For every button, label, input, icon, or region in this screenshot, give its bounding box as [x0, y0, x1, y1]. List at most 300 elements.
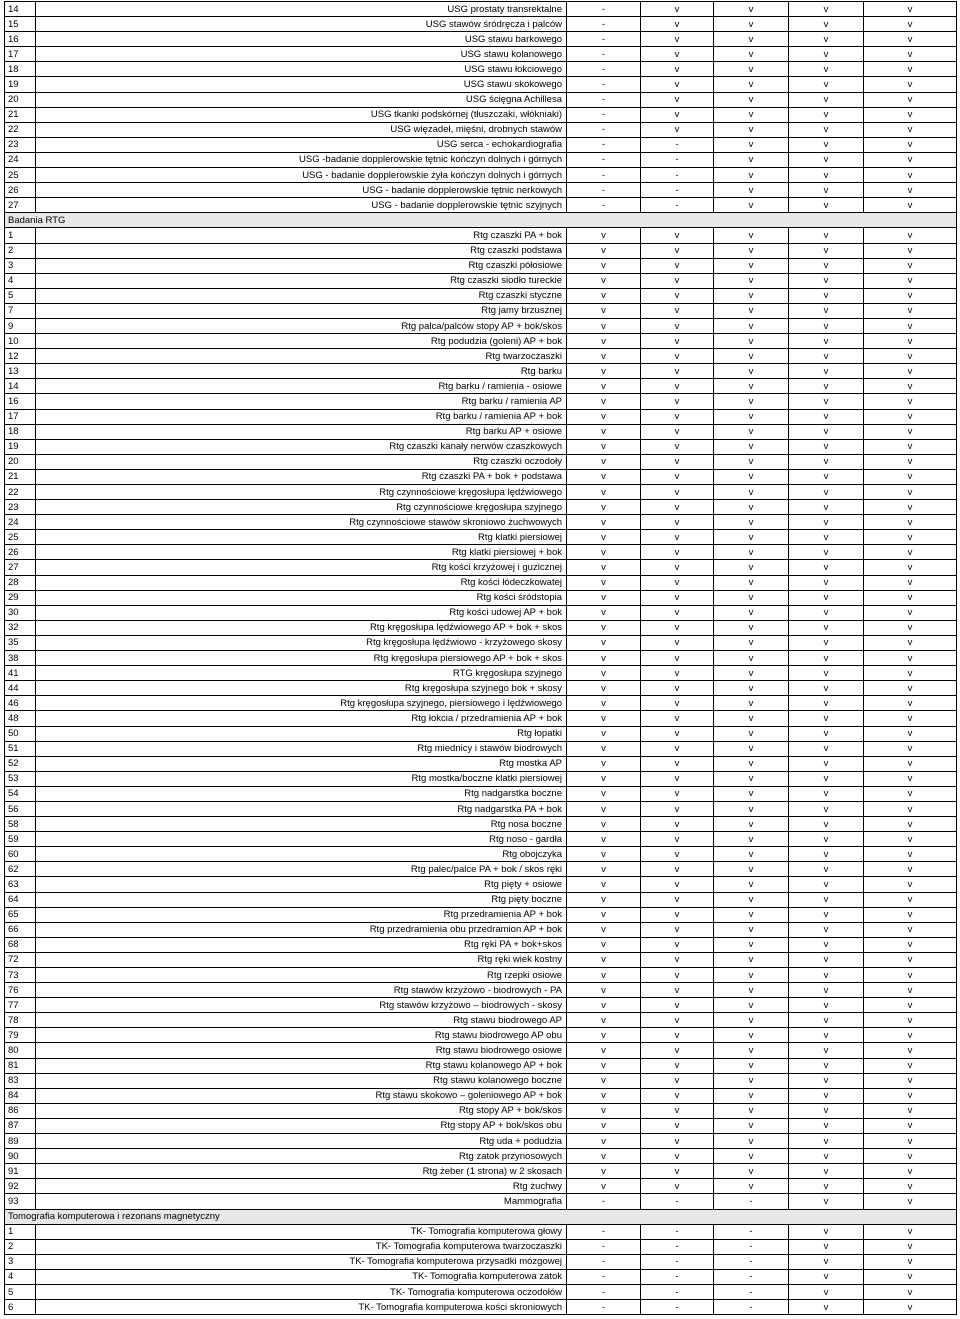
- availability-cell: v: [714, 681, 789, 696]
- availability-cell: v: [641, 1058, 714, 1073]
- availability-cell: v: [714, 892, 789, 907]
- availability-cell: v: [789, 968, 864, 983]
- availability-cell: v: [641, 1164, 714, 1179]
- availability-cell: v: [864, 364, 957, 379]
- availability-cell: v: [789, 771, 864, 786]
- table-row: [5, 771, 957, 786]
- procedure-name: USG -badanie dopplerowskie tętnic kończyn dolnych i górnych: [36, 152, 567, 167]
- row-number: 58: [5, 817, 36, 832]
- procedure-name: Rtg żuchwy: [36, 1179, 567, 1194]
- availability-cell: v: [714, 454, 789, 469]
- availability-cell: v: [714, 469, 789, 484]
- availability-cell: v: [714, 560, 789, 575]
- availability-cell: v: [567, 469, 641, 484]
- table-row: [5, 1254, 957, 1269]
- availability-cell: v: [567, 1164, 641, 1179]
- table-row: [5, 907, 957, 922]
- row-number: 62: [5, 862, 36, 877]
- procedure-name: USG stawu barkowego: [36, 32, 567, 47]
- table-row: [5, 620, 957, 635]
- availability-cell: v: [864, 1179, 957, 1194]
- row-number: 65: [5, 907, 36, 922]
- table-row: [5, 228, 957, 243]
- procedure-name: Rtg podudzia (goleni) AP + bok: [36, 334, 567, 349]
- availability-cell: -: [641, 137, 714, 152]
- table-row: [5, 1269, 957, 1284]
- availability-cell: v: [567, 575, 641, 590]
- procedure-name: Rtg czynnościowe kręgosłupa lędźwiowego: [36, 485, 567, 500]
- availability-cell: v: [641, 756, 714, 771]
- availability-cell: v: [864, 1013, 957, 1028]
- row-number: 89: [5, 1134, 36, 1149]
- row-number: 2: [5, 1239, 36, 1254]
- table-row: [5, 726, 957, 741]
- availability-cell: v: [641, 877, 714, 892]
- availability-cell: v: [789, 907, 864, 922]
- row-number: 84: [5, 1088, 36, 1103]
- availability-cell: v: [714, 786, 789, 801]
- availability-cell: v: [567, 1043, 641, 1058]
- availability-cell: v: [789, 832, 864, 847]
- availability-cell: v: [864, 303, 957, 318]
- availability-cell: v: [641, 666, 714, 681]
- row-number: 25: [5, 168, 36, 183]
- procedure-name: Mammografia: [36, 1194, 567, 1209]
- availability-cell: v: [641, 107, 714, 122]
- table-row: [5, 1028, 957, 1043]
- row-number: 23: [5, 137, 36, 152]
- availability-cell: -: [567, 107, 641, 122]
- row-number: 53: [5, 771, 36, 786]
- availability-cell: v: [714, 1164, 789, 1179]
- procedure-name: USG stawu łokciowego: [36, 62, 567, 77]
- availability-cell: v: [789, 183, 864, 198]
- section-title: Tomografia komputerowa i rezonans magnetyczny: [5, 1209, 957, 1224]
- availability-cell: v: [789, 318, 864, 333]
- procedure-name: USG więzadeł, mięśni, drobnych stawów: [36, 122, 567, 137]
- availability-cell: v: [789, 1118, 864, 1133]
- availability-cell: v: [567, 515, 641, 530]
- availability-cell: v: [864, 1224, 957, 1239]
- availability-cell: v: [641, 1103, 714, 1118]
- procedure-name: Rtg nosa boczne: [36, 817, 567, 832]
- row-number: 66: [5, 922, 36, 937]
- table-row: [5, 605, 957, 620]
- availability-cell: v: [789, 877, 864, 892]
- availability-cell: v: [714, 575, 789, 590]
- table-row: [5, 877, 957, 892]
- row-number: 77: [5, 998, 36, 1013]
- availability-cell: v: [641, 651, 714, 666]
- availability-cell: v: [789, 168, 864, 183]
- availability-cell: v: [789, 922, 864, 937]
- availability-cell: -: [641, 152, 714, 167]
- availability-cell: v: [567, 560, 641, 575]
- availability-cell: v: [789, 409, 864, 424]
- availability-cell: v: [789, 786, 864, 801]
- table-row: [5, 832, 957, 847]
- availability-cell: v: [567, 741, 641, 756]
- table-row: [5, 1194, 957, 1209]
- availability-cell: -: [641, 183, 714, 198]
- availability-cell: -: [567, 137, 641, 152]
- availability-cell: v: [789, 983, 864, 998]
- availability-cell: v: [714, 228, 789, 243]
- availability-cell: -: [714, 1224, 789, 1239]
- availability-cell: v: [864, 605, 957, 620]
- row-number: 1: [5, 1224, 36, 1239]
- availability-cell: v: [864, 394, 957, 409]
- procedure-name: TK- Tomografia komputerowa oczodołów: [36, 1284, 567, 1299]
- availability-cell: v: [789, 605, 864, 620]
- availability-cell: v: [641, 364, 714, 379]
- row-number: 81: [5, 1058, 36, 1073]
- row-number: 83: [5, 1073, 36, 1088]
- table-row: [5, 1179, 957, 1194]
- availability-cell: v: [864, 2, 957, 17]
- table-row: [5, 47, 957, 62]
- availability-cell: v: [714, 1028, 789, 1043]
- availability-cell: v: [641, 801, 714, 816]
- table-row: [5, 1088, 957, 1103]
- availability-cell: v: [641, 711, 714, 726]
- availability-cell: -: [567, 17, 641, 32]
- availability-cell: v: [641, 726, 714, 741]
- availability-cell: v: [864, 681, 957, 696]
- table-row: [5, 1149, 957, 1164]
- availability-cell: v: [567, 651, 641, 666]
- availability-cell: v: [789, 394, 864, 409]
- row-number: 5: [5, 1284, 36, 1299]
- row-number: 93: [5, 1194, 36, 1209]
- availability-cell: v: [864, 515, 957, 530]
- procedure-name: Rtg czaszki styczne: [36, 288, 567, 303]
- table-row: [5, 968, 957, 983]
- row-number: 17: [5, 47, 36, 62]
- availability-cell: v: [641, 817, 714, 832]
- availability-cell: v: [714, 183, 789, 198]
- row-number: 25: [5, 530, 36, 545]
- availability-cell: v: [714, 62, 789, 77]
- availability-cell: -: [641, 1239, 714, 1254]
- availability-cell: v: [789, 137, 864, 152]
- row-number: 10: [5, 334, 36, 349]
- availability-cell: v: [641, 575, 714, 590]
- availability-cell: v: [567, 1028, 641, 1043]
- availability-cell: v: [789, 500, 864, 515]
- availability-cell: v: [567, 786, 641, 801]
- availability-cell: v: [789, 228, 864, 243]
- row-number: 14: [5, 2, 36, 17]
- availability-cell: v: [864, 228, 957, 243]
- availability-cell: v: [789, 17, 864, 32]
- row-number: 50: [5, 726, 36, 741]
- availability-cell: v: [641, 681, 714, 696]
- availability-cell: v: [567, 394, 641, 409]
- availability-cell: v: [641, 590, 714, 605]
- table-row: [5, 454, 957, 469]
- procedure-name: Rtg czaszki półosiowe: [36, 258, 567, 273]
- availability-cell: v: [641, 1179, 714, 1194]
- availability-cell: v: [789, 711, 864, 726]
- availability-cell: v: [789, 741, 864, 756]
- table-row: [5, 2, 957, 17]
- availability-cell: v: [864, 560, 957, 575]
- table-row: [5, 801, 957, 816]
- availability-cell: v: [864, 711, 957, 726]
- availability-cell: v: [864, 937, 957, 952]
- procedure-name: Rtg stawu biodrowego osiowe: [36, 1043, 567, 1058]
- availability-cell: v: [567, 681, 641, 696]
- availability-cell: v: [864, 741, 957, 756]
- row-number: 22: [5, 122, 36, 137]
- availability-cell: v: [641, 485, 714, 500]
- availability-cell: -: [567, 32, 641, 47]
- table-row: [5, 183, 957, 198]
- availability-cell: v: [714, 379, 789, 394]
- availability-cell: v: [641, 500, 714, 515]
- availability-cell: v: [567, 258, 641, 273]
- availability-cell: v: [864, 168, 957, 183]
- procedure-name: Rtg przedramienia AP + bok: [36, 907, 567, 922]
- availability-cell: v: [567, 424, 641, 439]
- availability-cell: v: [789, 485, 864, 500]
- availability-cell: v: [714, 545, 789, 560]
- availability-cell: v: [864, 786, 957, 801]
- availability-cell: v: [789, 439, 864, 454]
- procedure-name: Rtg łokcia / przedramienia AP + bok: [36, 711, 567, 726]
- availability-cell: v: [789, 349, 864, 364]
- procedure-name: Rtg obojczyka: [36, 847, 567, 862]
- row-number: 1: [5, 228, 36, 243]
- availability-cell: -: [641, 1194, 714, 1209]
- row-number: 59: [5, 832, 36, 847]
- availability-cell: v: [567, 666, 641, 681]
- section-title: Badania RTG: [5, 213, 957, 228]
- availability-cell: v: [641, 1118, 714, 1133]
- availability-cell: v: [641, 605, 714, 620]
- availability-cell: v: [714, 1103, 789, 1118]
- availability-cell: v: [567, 485, 641, 500]
- table-row: [5, 817, 957, 832]
- availability-cell: v: [864, 1149, 957, 1164]
- availability-cell: v: [567, 243, 641, 258]
- availability-cell: v: [714, 334, 789, 349]
- availability-cell: v: [567, 847, 641, 862]
- availability-cell: v: [864, 952, 957, 967]
- availability-cell: v: [714, 1118, 789, 1133]
- availability-cell: v: [567, 364, 641, 379]
- availability-cell: v: [641, 454, 714, 469]
- row-number: 28: [5, 575, 36, 590]
- table-row: [5, 666, 957, 681]
- procedure-name: TK- Tomografia komputerowa twarzoczaszki: [36, 1239, 567, 1254]
- procedure-name: Rtg klatki piersiowej: [36, 530, 567, 545]
- table-row: [5, 590, 957, 605]
- table-row: [5, 1284, 957, 1299]
- availability-cell: v: [641, 92, 714, 107]
- availability-cell: v: [641, 1073, 714, 1088]
- procedure-name: Rtg kości krzyżowej i guzicznej: [36, 560, 567, 575]
- row-number: 7: [5, 303, 36, 318]
- availability-cell: v: [567, 1103, 641, 1118]
- availability-cell: v: [789, 47, 864, 62]
- availability-cell: v: [864, 62, 957, 77]
- availability-cell: v: [567, 983, 641, 998]
- availability-cell: -: [641, 168, 714, 183]
- row-number: 20: [5, 454, 36, 469]
- availability-cell: v: [789, 92, 864, 107]
- procedure-name: Rtg stawów krzyżowo - biodrowych - PA: [36, 983, 567, 998]
- availability-cell: -: [567, 2, 641, 17]
- availability-cell: v: [714, 696, 789, 711]
- row-number: 29: [5, 590, 36, 605]
- availability-cell: v: [714, 32, 789, 47]
- availability-cell: v: [789, 303, 864, 318]
- availability-cell: v: [714, 1088, 789, 1103]
- row-number: 19: [5, 77, 36, 92]
- procedure-name: Rtg czaszki oczodoły: [36, 454, 567, 469]
- availability-cell: v: [789, 1043, 864, 1058]
- row-number: 16: [5, 32, 36, 47]
- availability-cell: v: [641, 741, 714, 756]
- table-row: [5, 424, 957, 439]
- procedure-name: Rtg czaszki PA + bok: [36, 228, 567, 243]
- availability-cell: v: [864, 1028, 957, 1043]
- availability-cell: v: [864, 771, 957, 786]
- availability-cell: v: [641, 620, 714, 635]
- availability-cell: v: [714, 409, 789, 424]
- row-number: 23: [5, 500, 36, 515]
- row-number: 21: [5, 107, 36, 122]
- availability-cell: v: [864, 983, 957, 998]
- row-number: 78: [5, 1013, 36, 1028]
- availability-cell: v: [714, 756, 789, 771]
- availability-cell: v: [567, 1118, 641, 1133]
- availability-cell: v: [714, 530, 789, 545]
- availability-cell: v: [789, 620, 864, 635]
- availability-cell: v: [789, 998, 864, 1013]
- availability-cell: v: [714, 877, 789, 892]
- row-number: 22: [5, 485, 36, 500]
- availability-cell: v: [789, 77, 864, 92]
- availability-cell: v: [864, 1088, 957, 1103]
- availability-cell: -: [714, 1284, 789, 1299]
- procedure-name: Rtg uda + podudzia: [36, 1134, 567, 1149]
- availability-cell: v: [789, 530, 864, 545]
- availability-cell: v: [714, 303, 789, 318]
- availability-cell: v: [641, 1149, 714, 1164]
- row-number: 64: [5, 892, 36, 907]
- availability-cell: v: [567, 726, 641, 741]
- availability-cell: v: [789, 651, 864, 666]
- availability-cell: v: [641, 892, 714, 907]
- procedure-name: Rtg barku AP + osiowe: [36, 424, 567, 439]
- availability-cell: v: [864, 183, 957, 198]
- availability-cell: v: [864, 1103, 957, 1118]
- availability-cell: v: [641, 635, 714, 650]
- availability-cell: v: [864, 1239, 957, 1254]
- availability-cell: v: [789, 122, 864, 137]
- table-row: [5, 892, 957, 907]
- procedure-name: USG ścięgna Achillesa: [36, 92, 567, 107]
- availability-cell: v: [789, 198, 864, 213]
- row-number: 13: [5, 364, 36, 379]
- availability-cell: v: [789, 107, 864, 122]
- table-row: [5, 77, 957, 92]
- availability-cell: v: [641, 303, 714, 318]
- procedure-name: Rtg kręgosłupa szyjnego bok + skosy: [36, 681, 567, 696]
- table-row: [5, 107, 957, 122]
- availability-cell: v: [864, 801, 957, 816]
- availability-cell: v: [789, 937, 864, 952]
- availability-cell: v: [641, 318, 714, 333]
- availability-cell: v: [567, 273, 641, 288]
- procedure-name: USG stawu kolanowego: [36, 47, 567, 62]
- availability-cell: v: [714, 168, 789, 183]
- availability-cell: v: [714, 485, 789, 500]
- availability-cell: -: [567, 62, 641, 77]
- availability-cell: -: [714, 1300, 789, 1315]
- procedure-name: Rtg barku / ramienia AP + bok: [36, 409, 567, 424]
- table-row: [5, 273, 957, 288]
- availability-cell: v: [789, 32, 864, 47]
- availability-cell: v: [714, 1134, 789, 1149]
- availability-cell: v: [789, 1179, 864, 1194]
- row-number: 35: [5, 635, 36, 650]
- availability-cell: v: [789, 454, 864, 469]
- availability-cell: v: [789, 288, 864, 303]
- table-row: [5, 560, 957, 575]
- row-number: 14: [5, 379, 36, 394]
- procedure-name: TK- Tomografia komputerowa głowy: [36, 1224, 567, 1239]
- table-row: [5, 1103, 957, 1118]
- table-row: [5, 62, 957, 77]
- procedure-name: Rtg nadgarstka boczne: [36, 786, 567, 801]
- row-number: 12: [5, 349, 36, 364]
- table-row: [5, 1134, 957, 1149]
- availability-cell: v: [864, 349, 957, 364]
- availability-cell: v: [789, 469, 864, 484]
- availability-cell: v: [714, 243, 789, 258]
- table-row: [5, 92, 957, 107]
- table-row: [5, 741, 957, 756]
- table-row: [5, 349, 957, 364]
- availability-cell: v: [714, 515, 789, 530]
- row-number: 5: [5, 288, 36, 303]
- availability-cell: v: [641, 122, 714, 137]
- table-row: [5, 1058, 957, 1073]
- availability-cell: v: [641, 273, 714, 288]
- procedure-name: Rtg przedramienia obu przedramion AP + bok: [36, 922, 567, 937]
- availability-cell: v: [864, 137, 957, 152]
- row-number: 4: [5, 1269, 36, 1284]
- availability-cell: v: [567, 303, 641, 318]
- availability-cell: v: [714, 1058, 789, 1073]
- availability-cell: v: [864, 17, 957, 32]
- availability-cell: v: [714, 1043, 789, 1058]
- procedures-table: [4, 1, 957, 1315]
- availability-cell: -: [567, 1194, 641, 1209]
- availability-cell: -: [567, 198, 641, 213]
- table-row: [5, 364, 957, 379]
- table-row: [5, 1118, 957, 1133]
- table-row: [5, 515, 957, 530]
- availability-cell: -: [567, 1254, 641, 1269]
- availability-cell: v: [714, 1013, 789, 1028]
- availability-cell: v: [714, 1073, 789, 1088]
- availability-cell: v: [641, 786, 714, 801]
